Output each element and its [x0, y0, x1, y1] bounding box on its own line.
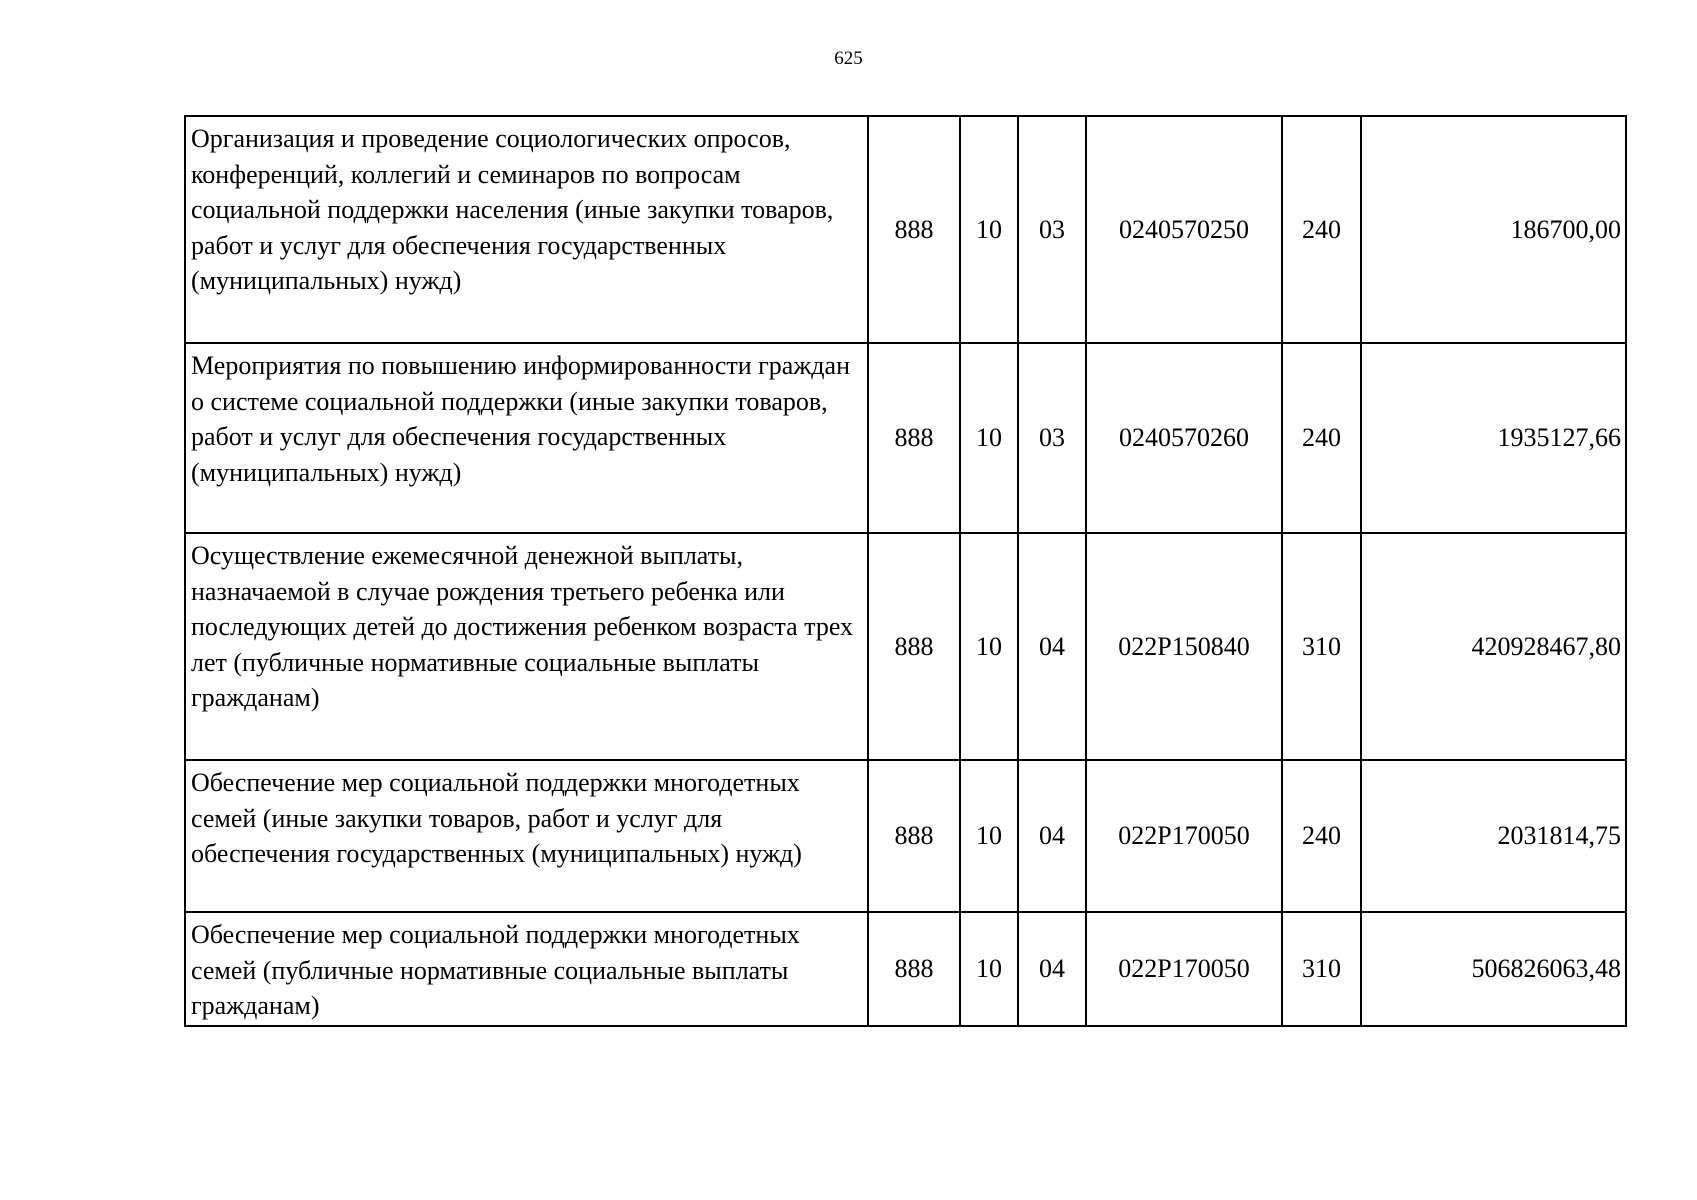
row-name-cell: Осуществление ежемесячной денежной выплаты, назначаемой в случае рождения третьего ребенка или последующих детей до достижения ребенком возраста трех лет (публичные нормативные социальные выплаты гражданам)	[185, 533, 868, 760]
amount-cell: 2031814,75	[1361, 760, 1626, 912]
table-row	[185, 760, 1626, 912]
subsection-code-cell: 04	[1018, 760, 1086, 912]
department-code-cell: 888	[868, 343, 960, 533]
expense-type-code-cell: 240	[1282, 343, 1361, 533]
amount-cell: 1935127,66	[1361, 343, 1626, 533]
expense-type-code-cell: 310	[1282, 912, 1361, 1026]
target-article-code-cell: 0240570250	[1086, 116, 1282, 343]
subsection-code-cell: 04	[1018, 533, 1086, 760]
amount-cell: 506826063,48	[1361, 912, 1626, 1026]
target-article-code-cell: 022P170050	[1086, 760, 1282, 912]
section-code-cell: 10	[960, 760, 1018, 912]
table-row	[185, 343, 1626, 533]
department-code-cell: 888	[868, 760, 960, 912]
department-code-cell: 888	[868, 533, 960, 760]
row-name-cell: Обеспечение мер социальной поддержки многодетных семей (публичные нормативные социальные выплаты гражданам)	[185, 912, 868, 1026]
target-article-code-cell: 022P150840	[1086, 533, 1282, 760]
page-number: 625	[834, 48, 863, 69]
department-code-cell: 888	[868, 116, 960, 343]
subsection-code-cell: 03	[1018, 343, 1086, 533]
amount-cell: 420928467,80	[1361, 533, 1626, 760]
table-row	[185, 116, 1626, 343]
expense-type-code-cell: 310	[1282, 533, 1361, 760]
expense-type-code-cell: 240	[1282, 116, 1361, 343]
target-article-code-cell: 022P170050	[1086, 912, 1282, 1026]
budget-table	[184, 115, 1627, 1027]
table-row	[185, 533, 1626, 760]
section-code-cell: 10	[960, 912, 1018, 1026]
row-name-cell: Обеспечение мер социальной поддержки многодетных семей (иные закупки товаров, работ и услуг для обеспечения государственных (муниципальных) нужд)	[185, 760, 868, 912]
target-article-code-cell: 0240570260	[1086, 343, 1282, 533]
subsection-code-cell: 03	[1018, 116, 1086, 343]
section-code-cell: 10	[960, 343, 1018, 533]
row-name-cell: Организация и проведение социологических опросов, конференций, коллегий и семинаров по вопросам социальной поддержки населения (иные закупки товаров, работ и услуг для обеспечения государственных (муниципальных) нужд)	[185, 116, 868, 343]
table-row	[185, 912, 1626, 1026]
expense-type-code-cell: 240	[1282, 760, 1361, 912]
subsection-code-cell: 04	[1018, 912, 1086, 1026]
section-code-cell: 10	[960, 533, 1018, 760]
department-code-cell: 888	[868, 912, 960, 1026]
row-name-cell: Мероприятия по повышению информированности граждан о системе социальной поддержки (иные закупки товаров, работ и услуг для обеспечения государственных (муниципальных) нужд)	[185, 343, 868, 533]
section-code-cell: 10	[960, 116, 1018, 343]
amount-cell: 186700,00	[1361, 116, 1626, 343]
